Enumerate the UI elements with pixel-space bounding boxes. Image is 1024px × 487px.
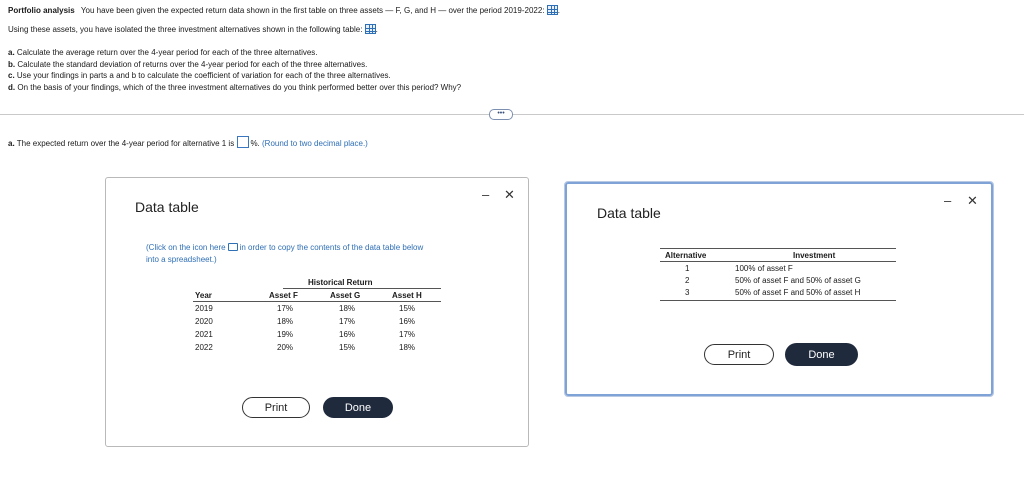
dialog-title: Data table (597, 205, 661, 221)
question-b: b. Calculate the standard deviation of returns over the 4-year period for each of the three alternatives. (8, 59, 368, 69)
minimize-icon[interactable]: – (482, 187, 490, 202)
answer-input[interactable] (237, 136, 249, 148)
print-button[interactable]: Print (704, 344, 774, 365)
data-table-icon-2[interactable] (365, 24, 376, 34)
done-button[interactable]: Done (785, 343, 858, 366)
problem-line-2: Using these assets, you have isolated the three investment alternatives shown in the following table: . (8, 25, 378, 34)
expand-more-button[interactable]: ••• (489, 109, 513, 120)
problem-header: Portfolio analysis You have been given the expected return data shown in the first table on three assets — F, G, and H — over the period 2019-2022: . (8, 6, 560, 15)
intro-period: over the period 2019-2022: (448, 6, 545, 15)
intro-assets: — F, G, and H — (385, 6, 447, 15)
answer-line (8, 136, 368, 148)
col-asset-h: Asset H (392, 291, 422, 300)
alternatives-table: Alternative Investment 1 100% of asset F 2 50% of asset F and 50% of asset G 3 50% of asset F and 50% of asset H (660, 246, 900, 306)
col-asset-f: Asset F (269, 291, 298, 300)
data-table-dialog-returns (105, 177, 529, 447)
answer-label: a. (8, 139, 15, 148)
col-investment: Investment (793, 251, 836, 260)
header-rule (193, 301, 441, 302)
copy-icon[interactable] (228, 243, 238, 251)
minimize-icon[interactable]: – (944, 193, 952, 208)
copy-instructions: (Click on the icon here in order to copy the contents of the data table below into a spreadsheet.) (146, 243, 424, 264)
done-button[interactable]: Done (323, 397, 393, 418)
col-year: Year (195, 291, 212, 300)
question-list (8, 47, 461, 93)
group-header: Historical Return (308, 278, 373, 287)
dialog-title: Data table (135, 199, 199, 215)
close-icon[interactable]: ✕ (504, 187, 515, 202)
data-table-dialog-alternatives (565, 182, 993, 396)
returns-table: Historical Return Year Asset F Asset G Asset H 2019 17% 18% 15% 2020 18% 17% 16% 2021 19% 16% 17% 2022 20% 15% 18% (193, 278, 443, 358)
alternatives-text: Using these assets, you have isolated the three investment alternatives shown in the following table: (8, 25, 363, 34)
question-d: d. On the basis of your findings, which of the three investment alternatives do you think performed better over this period? Why? (8, 82, 462, 92)
question-c: c. Use your findings in parts a and b to calculate the coefficient of variation for each of the three alternatives. (8, 71, 391, 80)
problem-title: Portfolio analysis (8, 6, 75, 15)
answer-prompt: The expected return over the 4-year period for alternative 1 is (16, 139, 235, 148)
question-a: a. Calculate the average return over the 4-year period for each of the three alternatives. (8, 48, 318, 57)
close-icon[interactable]: ✕ (967, 193, 978, 208)
answer-suffix: %. (250, 139, 260, 148)
intro-text: You have been given the expected return data shown in the first table on three assets (80, 6, 384, 15)
print-button[interactable]: Print (242, 397, 310, 418)
col-asset-g: Asset G (330, 291, 361, 300)
group-header-rule (283, 288, 441, 289)
rounding-hint: (Round to two decimal place.) (262, 139, 368, 148)
col-alternative: Alternative (665, 251, 707, 260)
data-table-icon[interactable] (547, 5, 558, 15)
